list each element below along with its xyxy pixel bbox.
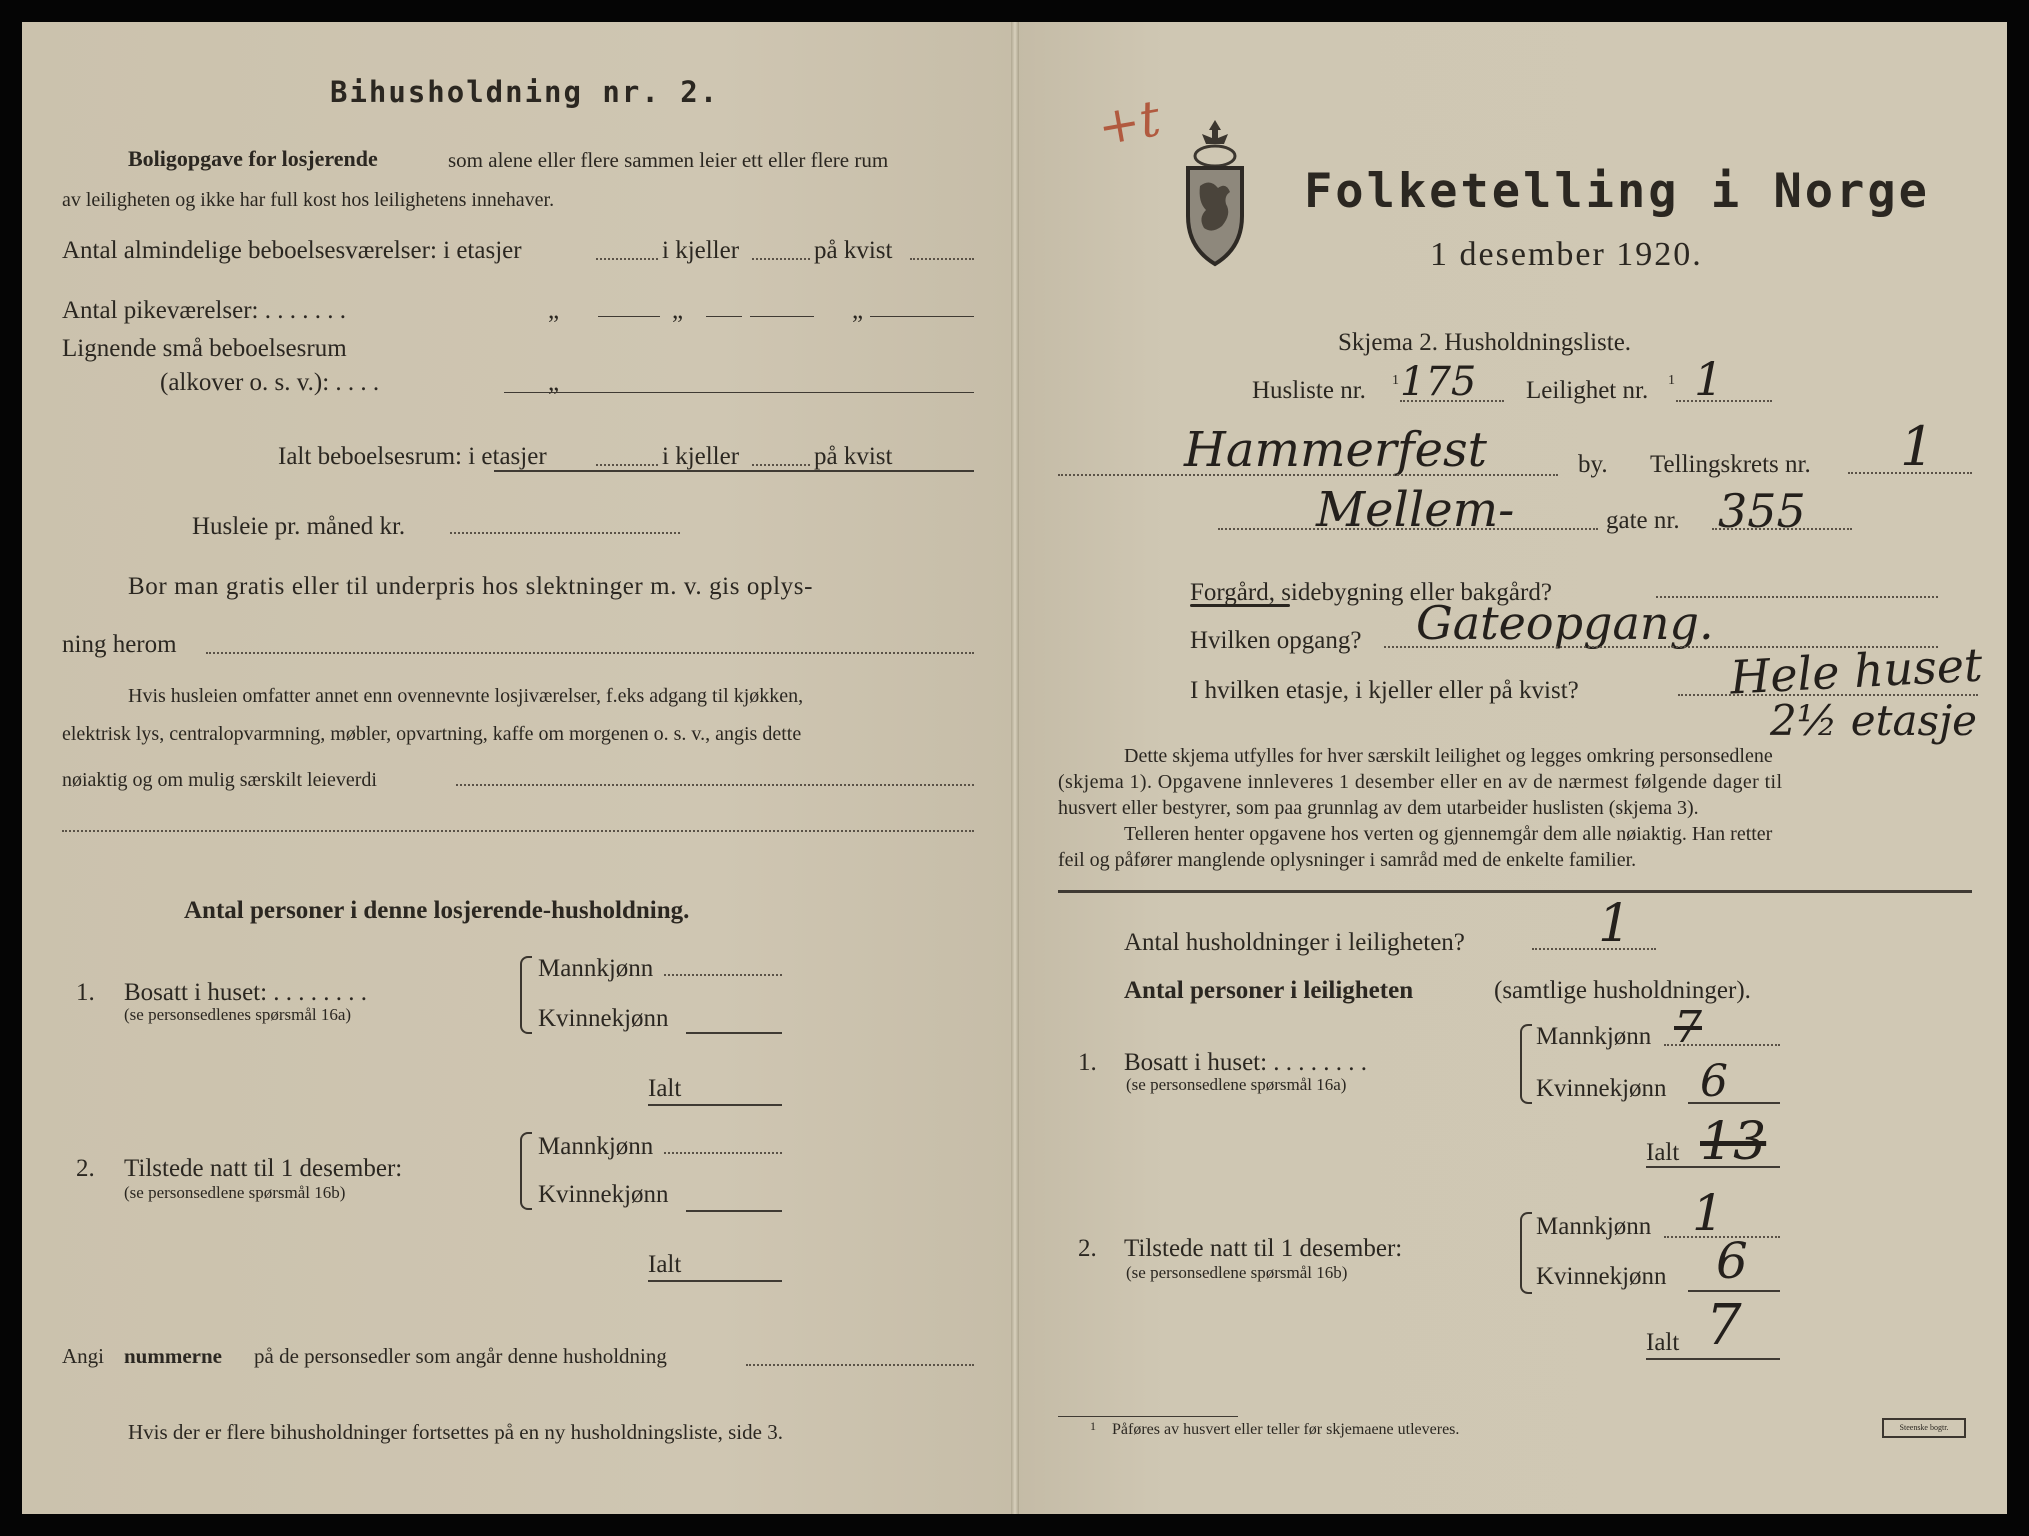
left-q2-note: (se personsedlene spørsmål 16b): [124, 1183, 346, 1202]
includes-1: Hvis husleien omfatter annet enn ovennevnte losjiværelser, f.eks adgang til kjøkken,: [128, 685, 804, 707]
district-line: [1848, 472, 1972, 474]
more-households: Hvis der er flere bihusholdninger fortsettes på en ny husholdningsliste, side 3.: [128, 1420, 783, 1444]
footnote: Påføres av husvert eller teller før skjemaene utleveres.: [1112, 1421, 1460, 1438]
left-q2-female: Kvinnekjønn: [538, 1181, 669, 1208]
right-q1-num: 1.: [1078, 1049, 1097, 1076]
left-q2-total: Ialt: [648, 1251, 682, 1278]
ditto-2: „: [672, 297, 684, 324]
town-line: [1058, 474, 1558, 476]
rooms-attic-line[interactable]: [910, 258, 974, 260]
free-line[interactable]: [206, 652, 974, 654]
printer-stamp: [1882, 1418, 1966, 1438]
street-line: [1218, 528, 1598, 530]
right-q2-total: Ialt: [1646, 1329, 1680, 1356]
info-2: (skjema 1). Opgavene innleveres 1 desember eller en av de nærmest følgende dager til: [1058, 771, 1783, 793]
includes-line[interactable]: [456, 784, 974, 786]
rooms-floor-line[interactable]: [596, 258, 658, 260]
similar-rooms-2: (alkover o. s. v.): . . . .: [160, 369, 380, 396]
total-cellar-line[interactable]: [752, 464, 810, 466]
street-value[interactable]: Mellem-: [1316, 482, 1515, 538]
left-q2-num: 2.: [76, 1155, 95, 1182]
left-persons-heading: Antal personer i denne losjerende-husholdning.: [184, 897, 690, 924]
maid-attic-line[interactable]: [870, 316, 974, 317]
total-cellar: i kjeller: [662, 443, 740, 470]
coat-of-arms-icon: [1180, 116, 1250, 268]
total-rooms-label: Ialt beboelsesrum: i etasjer: [278, 443, 547, 470]
right-q2-total-line: [1646, 1358, 1780, 1360]
numbers-prefix: Angi: [62, 1344, 104, 1368]
left-q1-total: Ialt: [648, 1075, 682, 1102]
left-q1-note: (se personsedlenes spørsmål 16a): [124, 1005, 352, 1024]
right-persons-bold: Antal personer i leiligheten: [1124, 977, 1414, 1004]
right-q1-note: (se personsedlene spørsmål 16a): [1126, 1075, 1347, 1094]
printer-stamp-text: Steenske bogtr.: [1899, 1423, 1949, 1432]
house-list-value[interactable]: 175: [1400, 359, 1477, 405]
left-q1-male-line[interactable]: [664, 974, 782, 976]
households-label: Antal husholdninger i leiligheten?: [1124, 929, 1465, 956]
numbers-rest: på de personsedler som angår denne husholdning: [254, 1344, 667, 1368]
left-q1-female-line[interactable]: [686, 1032, 782, 1034]
maid-rooms-label: Antal pikeværelser: . . . . . . .: [62, 297, 346, 324]
footnote-sup: 1: [1090, 1419, 1096, 1433]
district-value[interactable]: 1: [1900, 415, 1935, 478]
right-q1-total-value[interactable]: 13: [1700, 1112, 1767, 1172]
entrance-value[interactable]: Gateopgang.: [1416, 596, 1714, 650]
entrance-label: Hvilken opgang?: [1190, 627, 1362, 654]
right-q1-male-value[interactable]: 7: [1674, 1002, 1702, 1053]
maid-floor-line[interactable]: [598, 316, 660, 317]
left-title: Bihusholdning nr. 2.: [330, 75, 720, 109]
apartment-label: Leilighet nr.: [1526, 377, 1649, 404]
intro-line2: av leiligheten og ikke har full kost hos leilighetens innehaver.: [62, 189, 555, 211]
right-q1-label: Bosatt i huset: . . . . . . . .: [1124, 1049, 1368, 1076]
ditto-3: „: [852, 297, 864, 324]
info-1: Dette skjema utfylles for hver særskilt leilighet og legges omkring personsedlene: [1124, 745, 1773, 767]
maid-sep-line: [750, 316, 814, 317]
right-q2-male: Mannkjønn: [1536, 1213, 1652, 1240]
total-rooms-underline: [494, 470, 974, 472]
town-label: by.: [1578, 451, 1608, 478]
free-line-1: Bor man gratis eller til underpris hos slektninger m. v. gis oplys-: [128, 573, 814, 600]
ditto-1: „: [548, 297, 560, 324]
left-q2-female-line[interactable]: [686, 1210, 782, 1212]
right-q2-female: Kvinnekjønn: [1536, 1263, 1667, 1290]
left-q2-male: Mannkjønn: [538, 1133, 654, 1160]
info-3: husvert eller bestyrer, som paa grunnlag av dem utarbeider huslisten (skjema 3).: [1058, 797, 1699, 819]
ditto-4: „: [548, 369, 560, 396]
households-line: [1532, 948, 1656, 950]
right-q2-label: Tilstede natt til 1 desember:: [1124, 1235, 1403, 1262]
right-q2-male-value[interactable]: 1: [1692, 1184, 1724, 1242]
households-value[interactable]: 1: [1598, 894, 1632, 954]
rent-label: Husleie pr. måned kr.: [192, 513, 406, 540]
town-value[interactable]: Hammerfest: [1184, 422, 1487, 478]
info-divider: [1058, 890, 1972, 893]
right-q1-male: Mannkjønn: [1536, 1023, 1652, 1050]
intro-bold: Boligopgave for losjerende: [128, 146, 378, 171]
schema-label: Skjema 2. Husholdningsliste.: [1338, 329, 1632, 356]
rooms-attic: på kvist: [814, 237, 893, 264]
rooms-label: Antal almindelige beboelsesværelser: i etasjer: [62, 237, 522, 264]
includes-3: nøiaktig og om mulig særskilt leieverdi: [62, 769, 377, 791]
rent-line[interactable]: [450, 532, 680, 534]
similar-rooms-line[interactable]: [504, 392, 974, 393]
intro-rest: som alene eller flere sammen leier ett eller flere rum: [448, 148, 889, 172]
left-q2-total-line[interactable]: [648, 1280, 782, 1282]
maid-cellar-line[interactable]: [706, 316, 742, 317]
street-no-line: [1712, 528, 1852, 530]
street-no-value[interactable]: 355: [1718, 484, 1806, 538]
floor-value-2[interactable]: 2½ etasje: [1770, 696, 1977, 745]
right-q2-total-value[interactable]: 7: [1706, 1293, 1742, 1358]
floor-value-1[interactable]: Hele huset: [1728, 637, 1984, 705]
right-q1-female: Kvinnekjønn: [1536, 1075, 1667, 1102]
left-q1-num: 1.: [76, 979, 95, 1006]
footnote-rule: [1058, 1416, 1238, 1417]
right-persons-rest: (samtlige husholdninger).: [1494, 977, 1751, 1004]
numbers-line[interactable]: [746, 1364, 974, 1366]
right-title: Folketelling i Norge: [1304, 164, 1930, 219]
similar-rooms-1: Lignende små beboelsesrum: [62, 335, 347, 362]
includes-line-2[interactable]: [62, 830, 974, 832]
census-date: 1 desember 1920.: [1430, 236, 1703, 273]
total-attic: på kvist: [814, 443, 893, 470]
right-q2-brace: [1520, 1212, 1532, 1294]
right-q1-brace: [1520, 1024, 1532, 1104]
corner-mark: +t: [1093, 89, 1165, 157]
floor-label: I hvilken etasje, i kjeller eller på kvist?: [1190, 677, 1579, 704]
left-q2-male-line[interactable]: [664, 1152, 782, 1154]
left-q2-brace: [520, 1132, 532, 1210]
apartment-value[interactable]: 1: [1694, 352, 1724, 406]
left-q2-label: Tilstede natt til 1 desember:: [124, 1155, 403, 1182]
right-q1-total: Ialt: [1646, 1139, 1680, 1166]
total-floor-line[interactable]: [596, 464, 658, 466]
house-list-line: [1400, 400, 1504, 402]
right-q1-female-value[interactable]: 6: [1700, 1056, 1728, 1107]
apartment-line: [1676, 400, 1772, 402]
info-4: Telleren henter opgavene hos verten og gjennemgår dem alle nøiaktig. Han retter: [1124, 823, 1773, 845]
includes-2: elektrisk lys, centralopvarmning, møbler, opvartning, kaffe om morgenen o. s. v., angis dette: [62, 723, 802, 745]
left-q1-total-line[interactable]: [648, 1104, 782, 1106]
district-label: Tellingskrets nr.: [1650, 451, 1811, 478]
rooms-cellar-line[interactable]: [752, 258, 810, 260]
right-q2-note: (se personsedlene spørsmål 16b): [1126, 1263, 1348, 1282]
courtyard-label: Forgård, sidebygning eller bakgård?: [1190, 579, 1552, 606]
left-q1-male: Mannkjønn: [538, 955, 654, 982]
numbers-bold: nummerne: [124, 1344, 222, 1368]
house-list-sup: 1: [1392, 373, 1399, 388]
page-fold: [1011, 22, 1019, 1514]
right-q2-female-value[interactable]: 6: [1716, 1232, 1748, 1290]
apartment-sup: 1: [1668, 373, 1675, 388]
right-q2-num: 2.: [1078, 1235, 1097, 1262]
rooms-cellar: i kjeller: [662, 237, 740, 264]
street-label: gate nr.: [1606, 507, 1680, 534]
left-q1-brace: [520, 956, 532, 1034]
house-list-label: Husliste nr.: [1252, 377, 1366, 404]
free-line-2: ning herom: [62, 631, 177, 658]
info-5: feil og påfører manglende oplysninger i samråd med de enkelte familier.: [1058, 849, 1637, 871]
left-q1-label: Bosatt i huset: . . . . . . . .: [124, 979, 368, 1006]
right-q2-female-line: [1688, 1290, 1780, 1292]
courtyard-underline: [1190, 604, 1290, 607]
left-q1-female: Kvinnekjønn: [538, 1005, 669, 1032]
